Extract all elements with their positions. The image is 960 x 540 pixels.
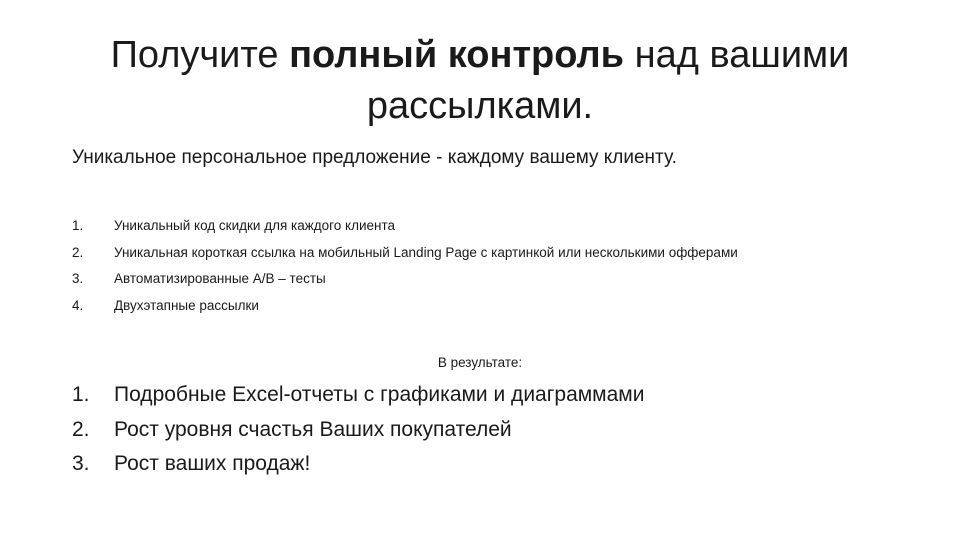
title-part-1: Получите: [110, 34, 290, 76]
feature-text: Автоматизированные A/B – тесты: [114, 271, 326, 286]
feature-text: Двухэтапные рассылки: [114, 297, 259, 313]
feature-text: Уникальный код скидки для каждого клиента: [114, 218, 396, 233]
feature-number: 4.: [72, 297, 84, 313]
result-text: Рост ваших продаж!: [114, 452, 311, 475]
result-number: 3.: [72, 452, 90, 475]
result-item: [72, 413, 644, 448]
subtitle: Уникальное персональное предложение - каждому вашему клиенту.: [72, 147, 677, 168]
feature-item: [72, 293, 738, 320]
result-item: [72, 378, 644, 413]
feature-text: Уникальная короткая ссылка на мобильный Landing Page с картинкой или несколькими офферами: [114, 244, 738, 260]
slide-title: [40, 30, 920, 132]
result-item: [72, 447, 644, 482]
title-bold: полный контроль: [289, 34, 625, 76]
result-text: Рост уровня счастья Ваших покупателей: [114, 417, 512, 441]
feature-number: 3.: [72, 271, 84, 286]
feature-list: [72, 213, 738, 319]
feature-item: [72, 266, 738, 293]
title-part-2: над вашими рассылками.: [366, 34, 850, 127]
feature-number: 2.: [72, 244, 84, 260]
result-text: Подробные Excel-отчеты с графиками и диаграммами: [114, 383, 645, 406]
result-number: 1.: [72, 383, 90, 406]
feature-item: [72, 213, 738, 240]
feature-number: 1.: [72, 218, 84, 233]
result-number: 2.: [72, 417, 90, 441]
result-label: В результате:: [437, 355, 523, 370]
feature-item: [72, 240, 738, 267]
results-list: [72, 378, 644, 482]
